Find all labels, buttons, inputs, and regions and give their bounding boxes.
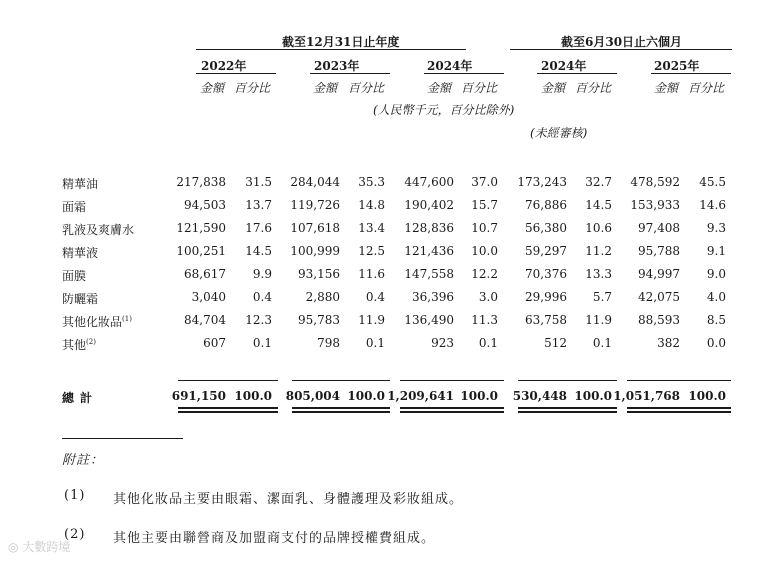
unaudited-note: (未經審核) [530, 126, 588, 140]
percentage-cell: 0.0 [706, 336, 726, 350]
total-bottom-rule-b-2024 [400, 411, 504, 413]
header-fiscal-year: 截至12月31日止年度 [282, 35, 400, 49]
watermark-text: 大數跨境 [22, 540, 71, 554]
amount-cell: 153,933 [630, 198, 680, 212]
year-rule-2024-hy [537, 73, 617, 74]
header-rule-fy-2 [196, 49, 466, 50]
header-rule-hy [510, 49, 732, 50]
percentage-cell: 32.7 [585, 175, 612, 189]
percentage-cell: 15.7 [471, 198, 498, 212]
total-label: 總計 [62, 391, 99, 405]
note-1-number: (1) [64, 488, 86, 503]
total-amount-cell: 530,448 [512, 389, 567, 403]
percentage-cell: 5.7 [592, 290, 612, 304]
amount-cell: 36,396 [412, 290, 454, 304]
year-2025-hy: 2025年 [654, 59, 700, 73]
percentage-cell: 9.3 [706, 221, 726, 235]
amount-cell: 190,402 [404, 198, 454, 212]
percentage-cell: 11.6 [358, 267, 385, 281]
row-label [62, 290, 98, 307]
total-bottom-rule-b-2024-hy [518, 411, 617, 413]
row-label [62, 175, 98, 192]
year-rule-2023 [310, 73, 390, 74]
percentage-cell: 13.3 [585, 267, 612, 281]
total-amount-cell: 691,150 [171, 389, 226, 403]
percentage-cell: 11.2 [585, 244, 612, 258]
amount-cell: 59,297 [525, 244, 567, 258]
percentage-cell: 0.1 [252, 336, 272, 350]
percentage-cell: 12.3 [245, 313, 272, 327]
year-2024-hy: 2024年 [541, 59, 587, 73]
amount-cell: 88,593 [638, 313, 680, 327]
amount-cell: 84,704 [184, 313, 226, 327]
pct-label-2024: 百分比 [461, 81, 498, 95]
footnote-ref: (2) [86, 338, 96, 346]
total-top-rule-2023 [292, 380, 390, 381]
amount-cell: 3,040 [191, 290, 226, 304]
amount-cell: 93,156 [298, 267, 340, 281]
amount-cell: 107,618 [290, 221, 340, 235]
amount-cell: 94,997 [638, 267, 680, 281]
percentage-cell: 17.6 [245, 221, 272, 235]
total-bottom-rule-a-2022 [178, 407, 278, 409]
percentage-cell: 8.5 [706, 313, 726, 327]
total-bottom-rule-a-2023 [292, 407, 390, 409]
total-bottom-rule-b-2025-hy [627, 411, 731, 413]
total-top-rule-2022 [178, 380, 278, 381]
total-percentage-cell: 100.0 [234, 389, 272, 403]
year-rule-2025-hy [651, 73, 731, 74]
percentage-cell: 14.5 [245, 244, 272, 258]
percentage-cell: 10.0 [471, 244, 498, 258]
amount-cell: 70,376 [525, 267, 567, 281]
amount-cell: 147,558 [404, 267, 454, 281]
amount-cell: 2,880 [305, 290, 340, 304]
total-percentage-cell: 100.0 [347, 389, 385, 403]
amount-cell: 217,838 [176, 175, 226, 189]
amount-cell: 100,251 [176, 244, 226, 258]
amount-cell: 68,617 [184, 267, 226, 281]
percentage-cell: 11.9 [358, 313, 385, 327]
percentage-cell: 13.4 [358, 221, 385, 235]
note-1-text: 其他化妝品主要由眼霜、潔面乳、身體護理及彩妝組成。 [113, 492, 464, 507]
percentage-cell: 12.2 [471, 267, 498, 281]
row-label-text: 面霜 [62, 200, 87, 214]
amount-label-2024: 金額 [427, 81, 452, 95]
total-top-rule-2025-hy [627, 380, 731, 381]
row-label-text: 精華油 [62, 177, 99, 191]
amount-label-2023: 金額 [313, 81, 338, 95]
total-percentage-cell: 100.0 [688, 389, 726, 403]
percentage-cell: 14.8 [358, 198, 385, 212]
watermark-icon: ◎ [8, 540, 19, 554]
amount-cell: 63,758 [525, 313, 567, 327]
note-2-text: 其他主要由聯營商及加盟商支付的品牌授權費組成。 [113, 531, 436, 546]
amount-cell: 119,726 [290, 198, 340, 212]
percentage-cell: 11.3 [471, 313, 498, 327]
pct-label-2024-hy: 百分比 [575, 81, 612, 95]
percentage-cell: 9.1 [706, 244, 726, 258]
amount-cell: 121,436 [404, 244, 454, 258]
row-label-text: 面膜 [62, 269, 87, 283]
total-top-rule-2024-hy [518, 380, 617, 381]
row-label-text: 精華液 [62, 246, 99, 260]
year-rule-2022 [196, 73, 276, 74]
percentage-cell: 0.4 [365, 290, 385, 304]
amount-cell: 447,600 [404, 175, 454, 189]
footnote-ref: (1) [122, 315, 132, 323]
amount-cell: 136,490 [404, 313, 454, 327]
amount-label-2024-hy: 金額 [541, 81, 566, 95]
amount-label-2022: 金額 [200, 81, 225, 95]
total-percentage-cell: 100.0 [460, 389, 498, 403]
total-bottom-rule-a-2024 [400, 407, 504, 409]
year-2023: 2023年 [314, 59, 360, 73]
percentage-cell: 35.3 [358, 175, 385, 189]
amount-cell: 100,999 [290, 244, 340, 258]
watermark-logo [8, 538, 70, 555]
note-2-number: (2) [64, 527, 86, 542]
amount-cell: 121,590 [176, 221, 226, 235]
amount-cell: 173,243 [517, 175, 567, 189]
total-bottom-rule-b-2022 [178, 411, 278, 413]
amount-cell: 382 [657, 336, 680, 350]
row-label [62, 244, 98, 261]
row-label [62, 198, 86, 215]
amount-cell: 284,044 [290, 175, 340, 189]
pct-label-2025-hy: 百分比 [688, 81, 725, 95]
percentage-cell: 0.1 [365, 336, 385, 350]
year-2024: 2024年 [427, 59, 473, 73]
amount-cell: 95,788 [638, 244, 680, 258]
percentage-cell: 11.9 [585, 313, 612, 327]
year-rule-2024 [424, 73, 504, 74]
row-label [62, 267, 86, 284]
percentage-cell: 9.9 [252, 267, 272, 281]
percentage-cell: 13.7 [245, 198, 272, 212]
row-label-text: 其他化妝品 [62, 315, 123, 329]
amount-cell: 94,503 [184, 198, 226, 212]
percentage-cell: 3.0 [478, 290, 498, 304]
percentage-cell: 14.6 [699, 198, 726, 212]
percentage-cell: 0.1 [592, 336, 612, 350]
amount-cell: 607 [203, 336, 226, 350]
amount-cell: 42,075 [638, 290, 680, 304]
amount-cell: 76,886 [525, 198, 567, 212]
header-half-year: 截至6月30日止六個月 [561, 35, 683, 49]
total-bottom-rule-a-2025-hy [627, 407, 731, 409]
percentage-cell: 0.1 [478, 336, 498, 350]
total-amount-cell: 805,004 [285, 389, 340, 403]
percentage-cell: 9.0 [706, 267, 726, 281]
notes-divider [62, 438, 183, 439]
amount-cell: 95,783 [298, 313, 340, 327]
total-top-rule-2024 [400, 380, 504, 381]
total-percentage-cell: 100.0 [574, 389, 612, 403]
percentage-cell: 12.5 [358, 244, 385, 258]
percentage-cell: 4.0 [706, 290, 726, 304]
total-amount-cell: 1,051,768 [613, 389, 680, 403]
amount-label-2025-hy: 金額 [654, 81, 679, 95]
amount-cell: 29,996 [525, 290, 567, 304]
row-label-text: 防曬霜 [62, 292, 99, 306]
amount-cell: 923 [431, 336, 454, 350]
amount-cell: 56,380 [525, 221, 567, 235]
amount-cell: 97,408 [638, 221, 680, 235]
row-label [62, 336, 96, 353]
total-amount-cell: 1,209,641 [387, 389, 454, 403]
row-label [62, 313, 132, 330]
amount-cell: 478,592 [630, 175, 680, 189]
total-bottom-rule-a-2024-hy [518, 407, 617, 409]
percentage-cell: 37.0 [471, 175, 498, 189]
percentage-cell: 45.5 [699, 175, 726, 189]
year-2022: 2022年 [201, 59, 247, 73]
percentage-cell: 14.5 [585, 198, 612, 212]
row-label [62, 221, 134, 238]
percentage-cell: 0.4 [252, 290, 272, 304]
row-label-text: 其他 [62, 338, 87, 352]
amount-cell: 798 [317, 336, 340, 350]
total-bottom-rule-b-2023 [292, 411, 390, 413]
percentage-cell: 10.6 [585, 221, 612, 235]
percentage-cell: 10.7 [471, 221, 498, 235]
pct-label-2023: 百分比 [348, 81, 385, 95]
unit-note: (人民幣千元，百分比除外) [373, 103, 515, 117]
pct-label-2022: 百分比 [234, 81, 271, 95]
percentage-cell: 31.5 [245, 175, 272, 189]
amount-cell: 512 [544, 336, 567, 350]
row-label-text: 乳液及爽膚水 [62, 223, 135, 237]
notes-title: 附註： [62, 453, 105, 468]
amount-cell: 128,836 [404, 221, 454, 235]
